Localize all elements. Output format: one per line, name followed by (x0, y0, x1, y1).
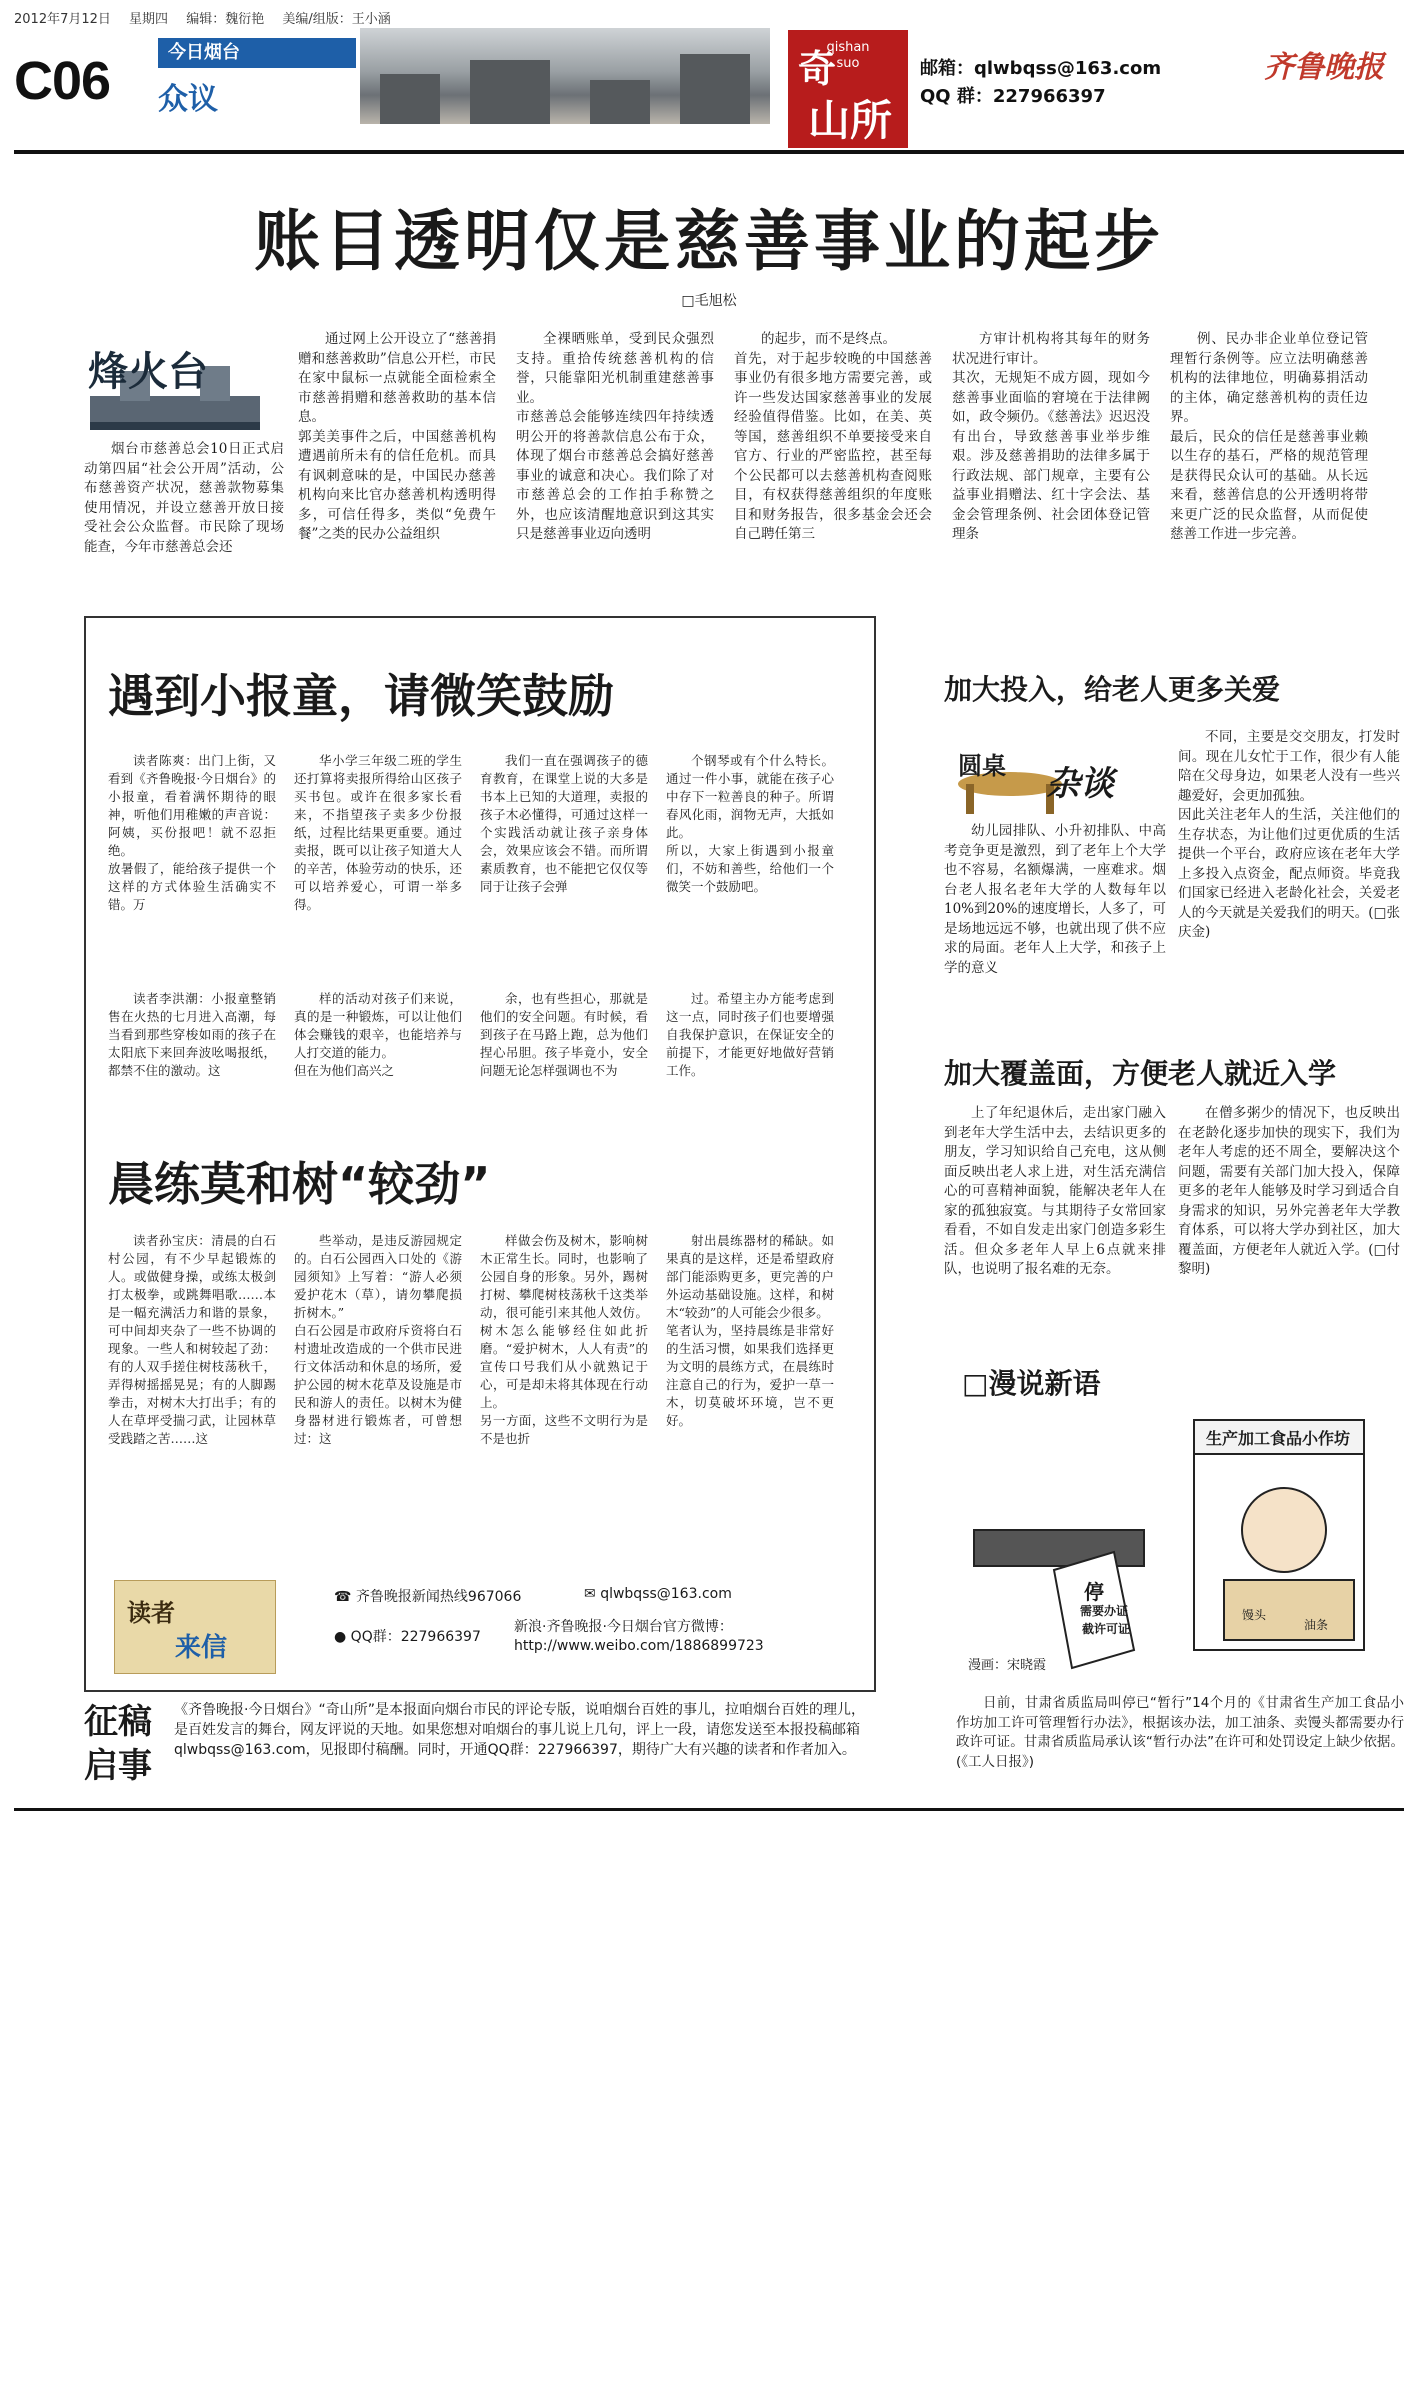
column-badge-text: 烽火台 (88, 348, 208, 395)
contact-qq: QQ 群：227966397 (920, 86, 1106, 107)
letter2-col-2: 样的活动对孩子们来说，真的是一种锻炼，可以让他们体会赚钱的艰辛，也能培养与人打交道的能力。 但在为他们高兴之 (294, 991, 462, 1078)
section-tag: 今日烟台 (158, 38, 356, 68)
tea-col-4: 在僧多粥少的情况下，也反映出在老龄化逐步加快的现实下，我们为老年人考虑的还不周全，要解决这个问题，需要有关部门加大投入，保障更多的老年人能够及时学习到适合自身需求的知识，另外完善老年大学教育体系，可以将大学办到社区，加大覆盖面，方便老年人就近入学。(□付黎明) (1178, 1105, 1400, 1277)
cartoon-sign: 生产加工食品小作坊 (1206, 1429, 1351, 1448)
header-meta (14, 8, 405, 27)
notice-label: 征稿 启事 (84, 1702, 152, 1786)
page-number: C06 (14, 51, 111, 111)
letter1-col-3: 我们一直在强调孩子的德育教育，在课堂上说的大多是书本上已知的大道理，卖报的孩子木必懂得，可通过这样一个实践活动就让孩子亲身体会，效果应该会不错。而所谓素质教育，也不能把它仅仅等同于让孩子会弹 (480, 753, 648, 894)
cartoon-caption: 日前，甘肃省质监局叫停已“暂行”14个月的《甘肃省生产加工食品小作坊加工许可管理暂行办法》，根据该办法，加工油条、卖馒头都需要办行政许可证。甘肃省质监局承认该“暂行办法”在许可和处罚设定上缺少依据。(《工人日报》) (956, 1695, 1404, 1770)
tea-col-1: 幼儿园排队、小升初排队、中高考竞争更是激烈，到了老年上个大学也不容易，名额爆满，一座难求。烟台老人报名老年大学的人数每年以10%到20%的速度增长，人多了，可是场地远远不够，也就出现了供不应求的局面。老年人上大学，和孩子上学的意义 (944, 823, 1166, 976)
cartoon-note-1: 停 (1084, 1580, 1104, 1604)
letter3-col-3: 样做会伤及树木，影响树木正常生长。同时，也影响了公园自身的形象。另外，踢树打树、攀爬树枝荡秋千这类举动，很可能引来其他人效仿。树木怎么能够经住如此折磨。“爱护树木，人人有责”的宣传口号我们从小就熟记于心，可是却未将其体现在行动上。 另一方面，这些不文明行为是不是也折 (480, 1233, 648, 1446)
cartoon-credit: 漫画：宋晓霞 (968, 1658, 1047, 1673)
qq-icon: ● (334, 1629, 347, 1645)
letter3-col-2: 些举动，是违反游园规定的。白石公园西入口处的《游园须知》上写着：“游人必须爱护花木（草），请勿攀爬损折树木。” 白石公园是市政府斥资将白石村遗址改造成的一个供市民进行文体活动和休息的场所，爱护公园的树木花草及设施是市民和游人的责任。以树木为健身器材进行锻炼者，可曾想过：这 (294, 1233, 462, 1446)
reader-contact-box (114, 1572, 854, 1682)
phone-icon: ☎ (334, 1589, 352, 1605)
cartoon-food-2: 油条 (1304, 1618, 1329, 1632)
cartoon-panel (944, 1380, 1404, 1680)
designer: 美编/组版：王小涵 (282, 12, 391, 27)
column-logo-char2: 山所 (808, 96, 893, 145)
article-title: 账目透明仅是慈善事业的起步 (254, 203, 1164, 280)
cartoon-note-3: 截许可证 (1082, 1622, 1131, 1636)
tea-head-2: 加大覆盖面，方便老人就近入学 (944, 1057, 1337, 1090)
letter3-col-1: 读者孙宝庆：清晨的白石村公园，有不少早起锻炼的人。或做健身操，或练太极剑打太极拳，或跳舞唱歌……本是一幅充满活力和谐的景象，可中间却夹杂了一些不协调的现象。一些人和树较起了劲：有的人双手搓住树枝荡秋千，弄得树摇摇晃晃；有的人脚踢拳击，对树木大打出手；有的人在草坪受揣刁武，让园林草受践踏之苦……这 (108, 1233, 276, 1446)
article-col-2: 通过网上公开设立了“慈善捐赠和慈善救助”信息公开栏，市民在家中鼠标一点就能全面检索全市慈善捐赠和慈善救助的基本信息。 郭美美事件之后，中国慈善机构遭遇前所未有的信任危机。而具有讽刺意味的是，中国民办慈善机构向来比官办慈善机构透明得多，可信任得多，类似“免费午餐”之类的民办公益组织 (298, 331, 496, 542)
column-logo (788, 30, 908, 148)
contact-email: 邮箱：qlwbqss@163.com (920, 58, 1162, 79)
tea-head-1: 加大投入，给老人更多关爱 (944, 673, 1281, 706)
letter2-col-1: 读者李洪潮：小报童整销售在火热的七月进入高潮，每当看到那些穿梭如雨的孩子在太阳底下来回奔波吆喝报纸，都禁不住的激动。这 (108, 991, 276, 1078)
article-col-3: 全裸晒账单，受到民众强烈支持。重拾传统慈善机构的信誉，只能靠阳光机制重建慈善事业。 市慈善总会能够连续四年持续透明公开的将善款信息公布于众，体现了烟台市慈善总会搞好慈善事业的诚意和决心。我们除了对市慈善总会的工作拍手称赞之外，也应该清醒地意识到这其实只是慈善事业迈向透明 (516, 331, 714, 542)
header-rule (14, 150, 1404, 154)
article-col-5: 方审计机构将其每年的财务状况进行审计。 其次，无规矩不成方圆，现如今慈善事业面临的窘境在于法律阙如，政令频仍。《慈善法》迟迟没有出台，导致慈善事业举步维艰。涉及慈善捐助的法律多属于行政法规、部门规章，主要有公益事业捐赠法、红十字会法、基金会管理条例、社会团体登记管理条 (952, 331, 1150, 542)
reader-email: ✉ qlwbqss@163.com (584, 1586, 732, 1602)
bottom-rule (14, 1808, 1404, 1811)
letter2-col-3: 余，也有些担心，那就是他们的安全问题。有时候，看到孩子在马路上跑，总为他们捏心吊胆。孩子毕竟小，安全问题无论怎样强调也不为 (480, 991, 648, 1078)
article-col-1: 烟台市慈善总会10日正式启动第四届“社会公开周”活动，公布慈善资产状况，慈善款物募集使用情况，并设立慈善开放日接受社会公众监督。市民除了现场能查，今年市慈善总会还 (84, 441, 284, 555)
brand-logo: 齐鲁晚报 (1264, 50, 1384, 85)
article-byline: □毛旭松 (681, 293, 737, 309)
hotline: ☎ 齐鲁晚报新闻热线967066 (334, 1589, 522, 1605)
article-col-6: 例、民办非企业单位登记管理暂行条例等。应立法明确慈善机构的法律地位，明确募捐活动的主体，确定慈善机构的责任边界。 最后，民众的信任是慈善事业赖以生存的基石，严格的规范管理是获得民众认可的基础。从长远来看，慈善信息的公开透明将带来更广泛的民众监督，从而促使慈善工作进一步完善。 (1170, 331, 1368, 542)
letter1-col-2: 华小学三年级二班的学生还打算将卖报所得给山区孩子买书包。或许在很多家长看来，不指望孩子卖多少份报纸，过程比结果更重要。通过卖报，既可以让孩子知道大人的辛苦，体验劳动的快乐，还可以培养爱心，可谓一举多得。 (294, 753, 462, 912)
issue-date: 2012年7月12日 (14, 12, 111, 27)
letter1-col-1: 读者陈爽：出门上街，又看到《齐鲁晚报·今日烟台》的小报童，看着满怀期待的眼神，听他们用稚嫩的声音说：阿姨，买份报吧！就不忍拒绝。 放暑假了，能给孩子提供一个这样的方式体验生活确实不错。万 (108, 753, 276, 912)
column-logo-char1: 奇 (798, 47, 837, 91)
letter3-col-4: 射出晨练器材的稀缺。如果真的是这样，还是希望政府部门能添购更多，更完善的户外运动基础设施。这样，和树木“较劲”的人可能会少很多。 笔者认为，坚持晨练是非常好的生活习惯，如果我们选择更为文明的晨练方式，在晨练时注意自己的行为，爱护一草一木，切莫破坏环境，岂不更好。 (666, 1233, 834, 1428)
tea-col-3: 上了年纪退休后，走出家门融入到老年大学生活中去，去结识更多的朋友，学习知识给自己充电，这从侧面反映出老人求上进，对生活充满信心的可喜精神面貌，能解决老年人在家的孤独寂寞。与其期待子女常回家看看，不如自发走出家门创造多彩生活。但众多老年人早上6点就来排队，也说明了报名难的无奈。 (944, 1105, 1166, 1277)
column-badge (80, 326, 270, 436)
section-name: 众议 (158, 82, 218, 117)
editor: 编辑：魏衍艳 (186, 12, 265, 27)
weibo-url[interactable]: http://www.weibo.com/1886899723 (514, 1638, 764, 1654)
letter2-col-4: 过。希望主办方能考虑到这一点，同时孩子们也要增强自我保护意识，在保证安全的前提下，才能更好地做好营销工作。 (666, 991, 834, 1078)
article-col-4: 的起步，而不是终点。 首先，对于起步较晚的中国慈善事业仍有很多地方需要完善，或许一些发达国家慈善事业的发展经验值得借鉴。比如，在美、英等国，慈善组织不单要接受来自官方、行业的严密监控，甚至每个公民都可以去慈善机构查阅账目，有权获得慈善组织的年度账目和财务报告，很多基金会还会自己聘任第三 (734, 331, 932, 542)
column-logo-pinyin: qishan suo (826, 40, 870, 71)
letter-title-2: 晨练莫和树“较劲” (108, 1157, 491, 1211)
header-photo (360, 28, 770, 124)
cartoon-food-1: 馒头 (1242, 1608, 1267, 1622)
tea-col-2: 不同，主要是交交朋友，打发时间。现在儿女忙于工作，很少有人能陪在父母身边，如果老人没有一些兴趣爱好，会更加孤独。 因此关注老年人的生活，关注他们的生存状态，为让他们过更优质的生活提供一个平台，政府应该在老年大学上多投入点资金，配点师资。毕竟我们国家已经进入老龄化社会，关爱老人的今天就是关爱我们的明天。(□张庆金) (1178, 729, 1400, 940)
cartoon-head: □漫说新语 (962, 1367, 1101, 1400)
letter1-col-4: 个钢琴或有个什么特长。通过一件小事，就能在孩子心中存下一粒善良的种子。所谓春风化雨，润物无声，大抵如此。 所以，大家上街遇到小报童们，不妨和善些，给他们一个微笑一个鼓励吧。 (666, 753, 834, 894)
letter-title-1: 遇到小报童，请微笑鼓励 (108, 669, 614, 723)
mail-icon: ✉ (584, 1586, 596, 1602)
weibo-label: 新浪·齐鲁晚报·今日烟台官方微博： (514, 1619, 733, 1635)
cartoon-note-2: 需要办证 (1080, 1604, 1129, 1618)
issue-weekday: 星期四 (129, 12, 169, 27)
cartoon-illustration (944, 1380, 1404, 1680)
reader-letter-logo: 读者 来信 (114, 1580, 276, 1674)
roundtable-logo: 圆桌 杂谈 (950, 730, 1150, 820)
reader-qq: ● QQ群：227966397 (334, 1629, 481, 1645)
notice-text: 《齐鲁晚报·今日烟台》“奇山所”是本报面向烟台市民的评论专版，说咱烟台百姓的事儿，拉咱烟台百姓的理儿，是百姓发言的舞台，网友评说的天地。如果您想对咱烟台的事儿说上几句，评上一段，请您发送至本报投稿邮箱qlwbqss@163.com，见报即付稿酬。同时，开通QQ群：227966397，期待广大有兴趣的读者和作者加入。 (174, 1702, 865, 1758)
